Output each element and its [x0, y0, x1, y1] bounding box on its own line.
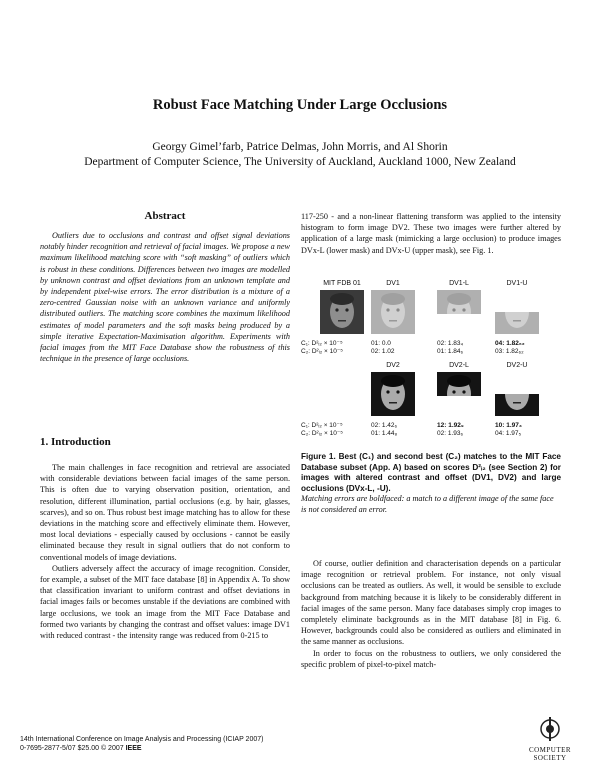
score-label-c2: C₂: D²ᵢ₂ × 10⁻⁵	[301, 430, 343, 437]
abstract-heading: Abstract	[144, 210, 186, 222]
right-paragraph-top: 117-250 - and a non-linear flattening transform was applied to the intensity histogram to form image DV2. These two images were further altered by application of a large mask (mimicking a large occlusion) to produce images DVx-L (lower mask) and DVx-U (upper mask), see Fig. 1.	[301, 212, 561, 255]
paper-title: Robust Face Matching Under Large Occlusions	[152, 97, 448, 113]
figure-caption-text: Figure 1. Best (C₁) and second best (C₂) matches to the MIT Face Database subset (App. A) based on scores D²ᵢ₂ (see Section 2) for images with altered contrast and offset (DV1, DV2) and large occlusions (DVx-L, -U).	[301, 452, 561, 493]
score-value: 01: 0.0	[371, 340, 391, 347]
figure-1	[301, 280, 561, 445]
figure-label: DV2-U	[506, 362, 528, 369]
face-image-dv1-l	[437, 290, 481, 334]
score-value: 02: 1.02	[371, 348, 395, 355]
score-label-c1: C₁: D²ᵢ₂ × 10⁻⁵	[301, 422, 343, 429]
figure-caption-note: Matching errors are boldfaced: a match to a different image of the same face is not considered an error.	[301, 494, 554, 514]
authors: Georgy Gimel’farb, Patrice Delmas, John Morris, and Al Shorin	[152, 141, 448, 153]
footer-conference: 14th International Conference on Image Analysis and Processing (ICIAP 2007)	[20, 736, 264, 743]
score-value: 02: 1.83₄	[437, 340, 464, 347]
score-value-error: 12: 1.92₉	[437, 422, 464, 429]
figure-label: DV2	[386, 362, 400, 369]
abstract-section	[40, 210, 290, 364]
figure-caption	[301, 452, 561, 516]
score-value: 02: 1.42₆	[371, 422, 398, 429]
score-value: 01: 1.44₈	[371, 430, 398, 437]
figure-label: DV1-L	[449, 280, 469, 287]
face-image-dv1	[371, 290, 415, 334]
score-label-c1: C₁: D²ᵢ₂ × 10⁻⁵	[301, 340, 343, 347]
face-image-dv2-l	[437, 372, 481, 416]
face-image-dv2-u	[495, 372, 539, 416]
figure-label: MIT FDB 01	[323, 280, 361, 287]
abstract-body: Outliers due to occlusions and contrast and offset signal deviations notably hinder recognition and retrieval of facial images. We propose a new maximum likelihood matching score with “soft masking” of outliers which is robust in these conditions. Differences between two images are modelled by unknown contrast and offset deviations from an unknown template and by independent pixel-wise errors. The error distribution is a mixture of a zero-centred Gaussian noise with an unknown variance and uniformly distributed outliers. The matching score combines the maximum likelihood estimates of model parameters and the soft masks being produced by a simple iterative Expectation-Maximisation algorithm. Experiments with facial images from the MIT Face Database show the robustness of this technique in the presence of large occlusions.	[40, 231, 290, 364]
score-value: 01: 1.84₆	[437, 348, 464, 355]
computer-society-logo	[520, 717, 580, 762]
intro-paragraph-2: Outliers adversely affect the accuracy of image recognition. Consider, for example, a subset of the MIT face database [8] in Appendix A. To show that classification invariant to uniform contrast and offset deviations in facial images fails or becomes unstable if the deviations are combined with large occlusions, we took an image from the MIT Face Database and formed two variants by changing the contrast and offset values: image DV1 with reduced contrast - the intensity range was reduced from 0-215 to	[40, 563, 290, 641]
right-column-top	[301, 211, 561, 256]
score-value-error: 04: 1.82₆₂	[495, 340, 525, 347]
face-image-mit-fdb-01	[320, 290, 364, 334]
footer-isbn: 0-7695-2877-5/07 $25.00 © 2007	[20, 745, 124, 752]
figure-label: DV1	[386, 280, 400, 287]
introduction-section	[40, 436, 290, 641]
right-column-body	[301, 558, 561, 670]
face-image-dv1-u	[495, 290, 539, 334]
right-paragraph-3: Of course, outlier definition and characterisation depends on a particular image recognition or retrieval problem. For instance, not only visual occlusions can be treated as outliers. As well, it would be sensible to exclude background from matching because it is likely to be considerably different in facial images of the same person. Many face databases simply crop images to completely eliminate backgrounds as in the MIT database [8] in Fig. 6. However, backgrounds could also be considered as outliers and eliminated in the same manner as occlusions.	[301, 559, 561, 647]
score-value: 03: 1.82₆₂	[495, 348, 524, 355]
figure-label: DV1-U	[506, 280, 528, 287]
introduction-heading: 1. Introduction	[40, 436, 111, 448]
face-image-dv2	[371, 372, 415, 416]
footer-copyright-line	[20, 744, 263, 753]
right-paragraph-4: In order to focus on the robustness to outliers, we only considered the specific problem of pixel-to-pixel match-	[301, 648, 561, 669]
score-value-error: 10: 1.97₃	[495, 422, 522, 429]
footer	[20, 735, 263, 753]
score-value: 02: 1.93₆	[437, 430, 464, 437]
ieee-mark: IEEE	[125, 745, 142, 752]
logo-text: COMPUTER SOCIETY	[528, 746, 572, 762]
author-block	[0, 140, 600, 170]
computer-society-emblem-icon	[520, 717, 580, 741]
affiliation: Department of Computer Science, The University of Auckland, Auckland 1000, New Zealand	[84, 156, 516, 168]
score-value: 04: 1.97₅	[495, 430, 522, 437]
figure-label: DV2-L	[449, 362, 469, 369]
score-label-c2: C₂: D²ᵢ₂ × 10⁻⁵	[301, 348, 343, 355]
intro-paragraph-1: The main challenges in face recognition and retrieval are associated with considerable deviations between facial images of the same person. This is often due to varying observation position, orientation, and resolution, different illumination, partial occlusions (e.g. by hair, glasses, scarves), and so on. Thus robust best image matching has to allow for these deviations in the matching score and effectively eliminate them. However, most local deviations - especially caused by occlusions - cannot be easily eliminated because they result in signal outliers that do not conform to conventional models of image deviations.	[40, 463, 290, 562]
